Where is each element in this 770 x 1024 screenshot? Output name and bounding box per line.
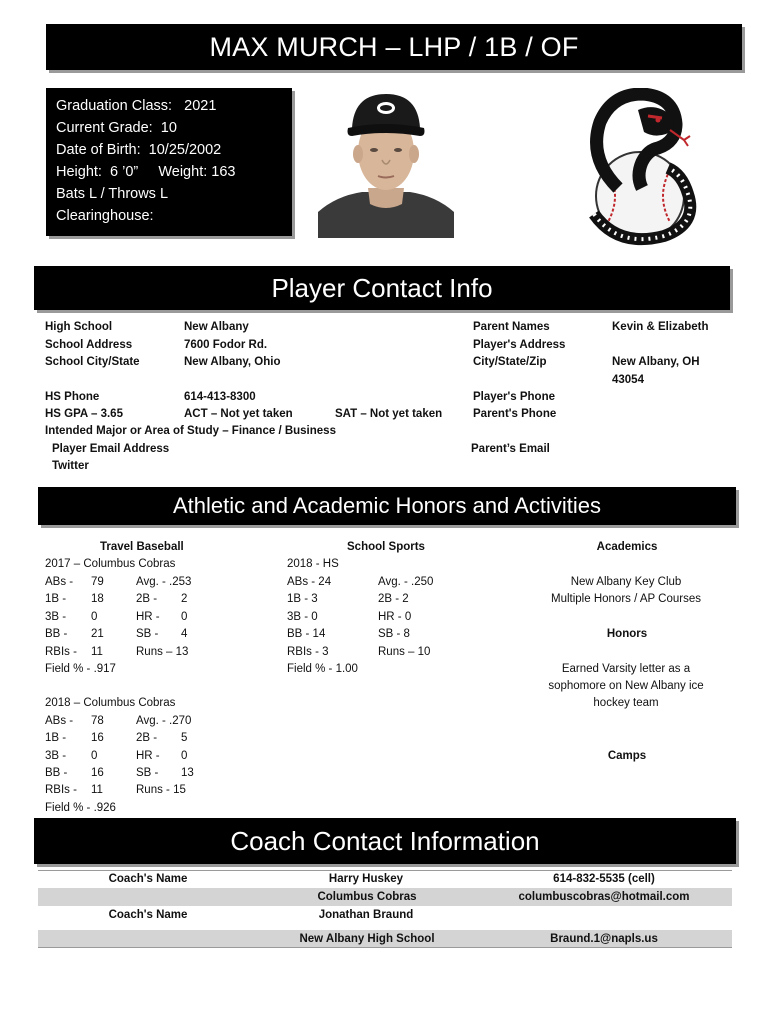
- hs-gpa: HS GPA – 3.65: [45, 408, 123, 420]
- school-sports-heading: School Sports: [347, 541, 425, 553]
- stat-value: 13: [181, 767, 194, 779]
- graduation-class: Graduation Class: 2021: [56, 98, 217, 114]
- stat-label: ABs -: [45, 715, 74, 727]
- stat-value: 18: [91, 593, 104, 605]
- coach-heading-text: Coach Contact Information: [230, 825, 540, 856]
- bio-box: [46, 88, 292, 236]
- stat-label: 1B -: [45, 593, 67, 605]
- stat-value: 16: [91, 767, 104, 779]
- stat-label: 2B -: [136, 732, 158, 744]
- hs-phone-value: 614-413-8300: [184, 391, 256, 403]
- school-stat: 1B - 3: [287, 593, 318, 605]
- honors-line: hockey team: [593, 697, 659, 709]
- sat-score: SAT – Not yet taken: [335, 408, 443, 420]
- stat-label: RBIs -: [45, 784, 77, 796]
- parent-names-label: Parent Names: [473, 321, 550, 333]
- contact-heading-text: Player Contact Info: [271, 272, 493, 303]
- page-title-text: MAX MURCH – LHP / 1B / OF: [209, 31, 579, 62]
- stat-label: BB -: [45, 767, 68, 779]
- school-stat: BB - 14: [287, 628, 326, 640]
- honors-heading-text: Athletic and Academic Honors and Activities: [172, 493, 601, 518]
- city-zip-value-line2: 43054: [612, 374, 644, 386]
- school-city-label: School City/State: [45, 356, 140, 368]
- stat-label: SB -: [136, 767, 159, 779]
- stat-value: 11: [91, 784, 103, 796]
- honors-line: sophomore on New Albany ice: [548, 680, 704, 692]
- school-address-label: School Address: [45, 339, 133, 351]
- page-title: [46, 24, 742, 70]
- divider: [38, 947, 732, 948]
- stat-label: Runs - 15: [136, 784, 186, 796]
- coach1-name: Harry Huskey: [328, 873, 404, 885]
- school-stat: RBIs - 3: [287, 646, 329, 658]
- stat-label: ABs -: [45, 576, 74, 588]
- academics-line: New Albany Key Club: [570, 576, 682, 588]
- stat-label: Avg. - .270: [136, 715, 192, 727]
- school-stat: Avg. - .250: [378, 576, 434, 588]
- coach1-label: Coach's Name: [108, 873, 188, 885]
- camps-subheading: Camps: [607, 750, 647, 762]
- travel-2017-title: 2017 – Columbus Cobras: [45, 558, 176, 570]
- bats-throws: Bats L / Throws L: [56, 186, 169, 202]
- coach1-phone: 614-832-5535 (cell): [553, 873, 655, 885]
- stat-value: 11: [91, 646, 103, 658]
- school-stat: 3B - 0: [287, 611, 318, 623]
- parent-email-label: Parent’s Email: [471, 443, 550, 455]
- coach1-email: columbuscobras@hotmail.com: [518, 891, 690, 903]
- stat-label: 3B -: [45, 750, 67, 762]
- stat-value: 5: [181, 732, 188, 744]
- honors-line: Earned Varsity letter as a: [561, 663, 691, 675]
- twitter-label: Twitter: [52, 460, 89, 472]
- school-2018-title: 2018 - HS: [287, 558, 339, 570]
- parent-names-value: Kevin & Elizabeth: [612, 321, 709, 333]
- coach2-name: Jonathan Braund: [318, 909, 414, 921]
- stat-label: RBIs -: [45, 646, 77, 658]
- stat-label: 3B -: [45, 611, 67, 623]
- coach2-team: New Albany High School: [299, 933, 435, 945]
- stat-value: 2: [181, 593, 188, 605]
- stat-value: 21: [91, 628, 104, 640]
- high-school-value: New Albany: [184, 321, 249, 333]
- cobra-logo: [578, 88, 706, 246]
- school-stat: Runs – 10: [378, 646, 431, 658]
- travel-2018-field: Field % - .926: [45, 802, 116, 814]
- contact-section-heading: [34, 266, 730, 310]
- coach1-team: Columbus Cobras: [317, 891, 417, 903]
- honors-section-heading: [38, 487, 736, 525]
- player-photo: [318, 90, 454, 238]
- travel-baseball-heading: Travel Baseball: [100, 541, 184, 553]
- city-zip-label: City/State/Zip: [473, 356, 547, 368]
- stat-value: 4: [181, 628, 188, 640]
- coach-section-heading: [34, 818, 736, 864]
- stat-label: HR -: [136, 750, 160, 762]
- player-email-label: Player Email Address: [52, 443, 170, 455]
- stat-value: 16: [91, 732, 104, 744]
- stat-value: 0: [181, 750, 188, 762]
- player-address-label: Player's Address: [473, 339, 566, 351]
- school-address-value: 7600 Fodor Rd.: [184, 339, 268, 351]
- hs-phone-label: HS Phone: [45, 391, 100, 403]
- stat-label: SB -: [136, 628, 159, 640]
- stat-label: Runs – 13: [136, 646, 189, 658]
- stat-label: HR -: [136, 611, 160, 623]
- high-school-label: High School: [45, 321, 113, 333]
- coach2-email: Braund.1@napls.us: [550, 933, 658, 945]
- stat-label: 2B -: [136, 593, 158, 605]
- school-stat: HR - 0: [378, 611, 412, 623]
- travel-2018-title: 2018 – Columbus Cobras: [45, 697, 176, 709]
- stat-label: BB -: [45, 628, 68, 640]
- coach2-label: Coach's Name: [108, 909, 188, 921]
- height-weight: Height: 6 ’0” Weight: 163: [56, 164, 236, 180]
- city-zip-value-line1: New Albany, OH: [612, 356, 700, 368]
- act-score: ACT – Not yet taken: [184, 408, 293, 420]
- intended-major: Intended Major or Area of Study – Finance / Business: [45, 425, 336, 437]
- stat-value: 0: [181, 611, 188, 623]
- school-stat: SB - 8: [378, 628, 410, 640]
- school-field: Field % - 1.00: [287, 663, 358, 675]
- school-city-value: New Albany, Ohio: [184, 356, 281, 368]
- stat-label: 1B -: [45, 732, 67, 744]
- travel-2017-field: Field % - .917: [45, 663, 116, 675]
- clearinghouse: Clearinghouse:: [56, 208, 154, 224]
- stat-value: 0: [91, 750, 98, 762]
- school-stat: 2B - 2: [378, 593, 409, 605]
- stat-label: Avg. - .253: [136, 576, 192, 588]
- current-grade: Current Grade: 10: [56, 120, 177, 136]
- date-of-birth: Date of Birth: 10/25/2002: [56, 142, 222, 158]
- school-stat: ABs - 24: [287, 576, 332, 588]
- academics-heading: Academics: [596, 541, 658, 553]
- stat-value: 0: [91, 611, 98, 623]
- academics-line: Multiple Honors / AP Courses: [551, 593, 701, 605]
- honors-subheading: Honors: [606, 628, 648, 640]
- stat-value: 79: [91, 576, 104, 588]
- parent-phone-label: Parent's Phone: [473, 408, 557, 420]
- player-phone-label: Player's Phone: [473, 391, 555, 403]
- stat-value: 78: [91, 715, 104, 727]
